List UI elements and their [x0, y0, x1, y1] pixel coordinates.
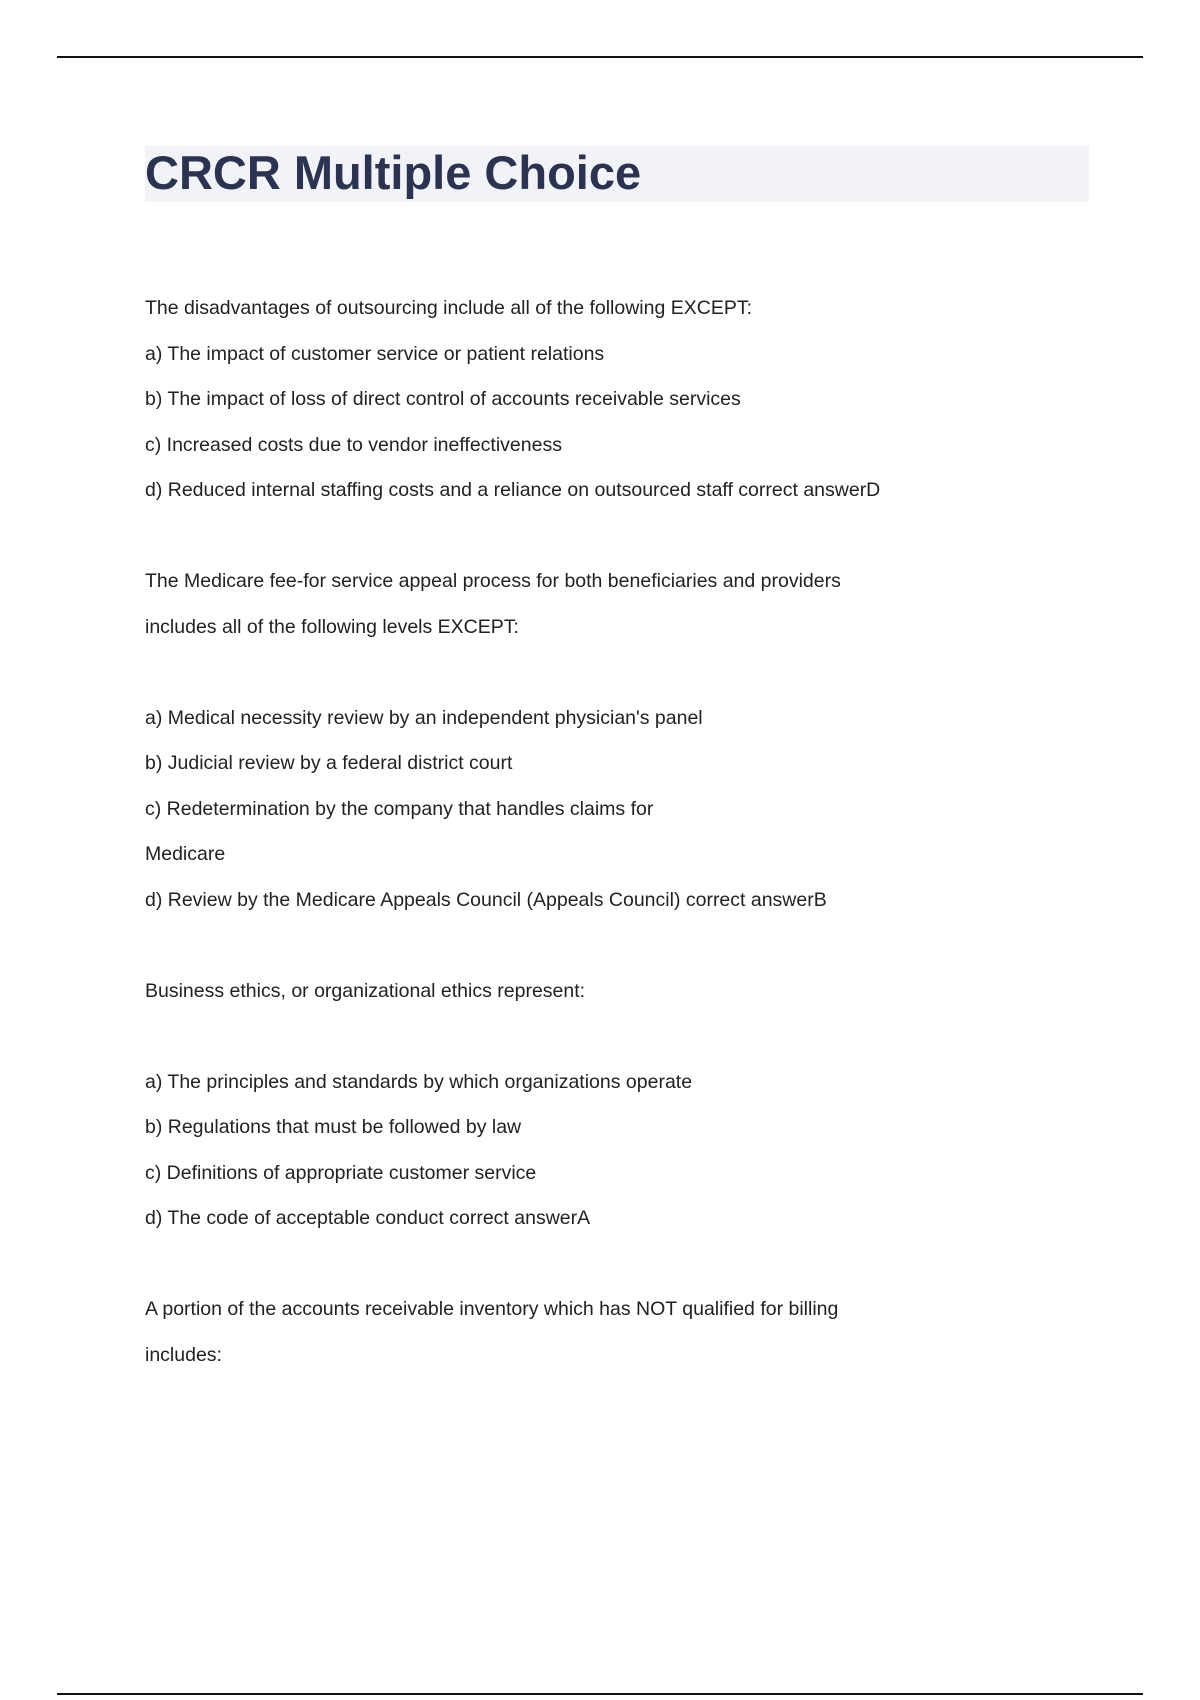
question-1-option-b: b) The impact of loss of direct control of accounts receivable services: [145, 388, 741, 410]
question-2-text-line-1: The Medicare fee-for service appeal process for both beneficiaries and providers: [145, 570, 841, 592]
question-3-option-c: c) Definitions of appropriate customer service: [145, 1161, 537, 1184]
spacer: [145, 514, 1105, 560]
spacer: [145, 1014, 1105, 1060]
question-1-option-c: c) Increased costs due to vendor ineffectiveness: [145, 433, 562, 456]
question-4-text-line-2: includes:: [145, 1343, 222, 1366]
question-3-option-a: a) The principles and standards by which organizations operate: [145, 1070, 693, 1093]
question-2-text-line-2: includes all of the following levels EXCEPT:: [145, 615, 519, 638]
spacer: [145, 1242, 1105, 1288]
footer-rule: [57, 1693, 1143, 1695]
question-2-option-c-continued: Medicare: [145, 843, 226, 865]
question-1-option-a: a) The impact of customer service or patient relations: [145, 342, 605, 365]
question-1-text: The disadvantages of outsourcing include all of the following EXCEPT:: [145, 297, 753, 319]
question-3-text: Business ethics, or organizational ethics represent:: [145, 979, 586, 1002]
document-body: [145, 286, 1105, 1378]
header-rule: [57, 56, 1143, 58]
page-title: CRCR Multiple Choice: [145, 146, 642, 199]
question-3-option-d: d) The code of acceptable conduct correct answerA: [145, 1207, 591, 1229]
question-3-option-b: b) Regulations that must be followed by law: [145, 1116, 522, 1138]
spacer: [145, 650, 1105, 696]
spacer: [145, 923, 1105, 969]
question-2-option-a: a) Medical necessity review by an independent physician's panel: [145, 706, 703, 729]
question-2-option-b: b) Judicial review by a federal district court: [145, 752, 513, 774]
question-1-option-d: d) Reduced internal staffing costs and a reliance on outsourced staff correct answerD: [145, 479, 881, 501]
question-4-text-line-1: A portion of the accounts receivable inventory which has NOT qualified for billing: [145, 1298, 839, 1320]
question-2-option-c: c) Redetermination by the company that handles claims for: [145, 797, 654, 820]
question-2-option-d: d) Review by the Medicare Appeals Council (Appeals Council) correct answerB: [145, 888, 827, 911]
